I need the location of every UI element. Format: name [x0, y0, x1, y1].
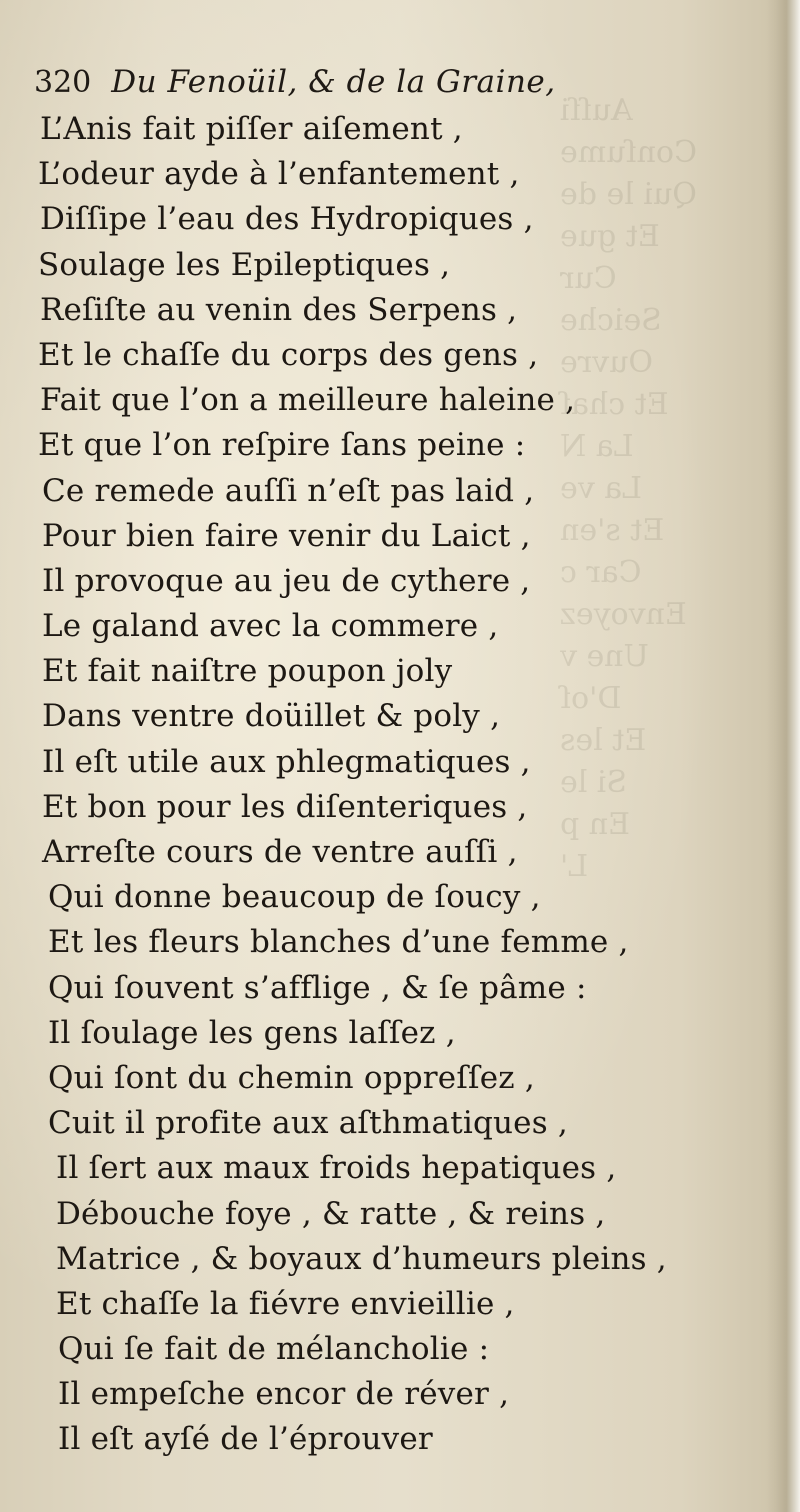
- verse-line: L’odeur ayde à l’enfantement ,: [38, 156, 520, 193]
- verse-line: Pour bien faire venir du Laict ,: [42, 517, 531, 554]
- verse-line: Qui donne beaucoup de ſoucy ,: [48, 879, 541, 916]
- verse-line: Arreſte cours de ventre auſſi ,: [42, 834, 518, 870]
- page-number: 320: [34, 65, 92, 100]
- verse-line: Fait que l’on a meilleure haleine ,: [40, 382, 576, 419]
- verse-line: Et fait naiſtre poupon joly: [42, 653, 453, 690]
- verse-line: L’Anis fait piſſer aiſement ,: [40, 111, 463, 147]
- verse-line: Reſiſte au venin des Serpens ,: [40, 291, 518, 328]
- verse-line: Qui ſe fait de mélancholie :: [58, 1331, 490, 1368]
- verse-line: Cuit il profite aux aſthmatiques ,: [48, 1105, 568, 1142]
- verse-line: Soulage les Epileptiques ,: [38, 246, 451, 283]
- verse-line: Et bon pour les diſenteriques ,: [42, 788, 528, 825]
- verse-line: Matrice , & boyaux d’humeurs pleins ,: [56, 1240, 667, 1277]
- verse-line: Il provoque au jeu de cythere ,: [42, 562, 531, 599]
- verse-line: Il empeſche encor de réver ,: [58, 1376, 510, 1413]
- verse-line: Qui ſont du chemin oppreſſez ,: [48, 1059, 535, 1096]
- verse-line: Il eſt utile aux phlegmatiques ,: [42, 743, 531, 780]
- verse-line: Et que l’on reſpire ſans peine :: [38, 427, 526, 464]
- show-through-text: Auſſi Conſume Qui le de Et gue Cur Seiche Ouvre Et chaſ La N La ve Et s'en Car c Envoyez Une v D'oſ Et les Si le En p L': [560, 93, 697, 884]
- verse-line: Et les fleurs blanches d’une femme ,: [48, 924, 629, 961]
- verse-line: Il ſoulage les gens laſſez ,: [48, 1014, 456, 1051]
- verse-line: Il eſt ayſé de l’éprouver: [58, 1421, 433, 1458]
- verse-line: Qui ſouvent s’afflige , & ſe pâme :: [48, 969, 587, 1006]
- verse-line: Dans ventre doüillet & poly ,: [42, 698, 501, 735]
- verse-line: Ce remede auſſi n’eſt pas laid ,: [42, 472, 535, 509]
- verse-line: Débouche foye , & ratte , & reins ,: [56, 1195, 606, 1232]
- page-header: [34, 64, 556, 100]
- poem-text: [38, 107, 667, 1463]
- page-gutter: [766, 0, 800, 1512]
- verse-line: Diſſipe l’eau des Hydropiques ,: [40, 201, 534, 238]
- verse-line: Il ſert aux maux froids hepatiques ,: [56, 1150, 617, 1187]
- verse-line: Le galand avec la commere ,: [42, 608, 499, 645]
- running-title: Du Fenoüil, & de la Graine,: [111, 64, 556, 100]
- verse-line: Et le chaſſe du corps des gens ,: [38, 336, 539, 373]
- verse-line: Et chaſſe la fiévre envieillie ,: [56, 1285, 515, 1322]
